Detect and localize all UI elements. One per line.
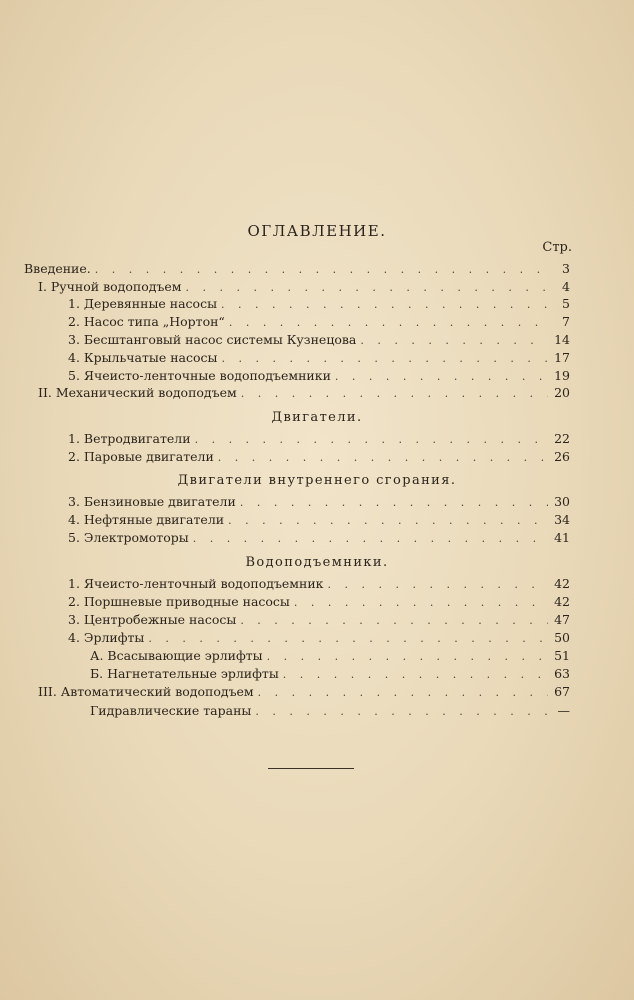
toc-entry-label: 5. Ячеисто-ленточные водоподъемники (68, 368, 331, 383)
leader-dots (283, 667, 548, 683)
toc-entry (38, 385, 570, 401)
leader-dots (267, 649, 548, 665)
toc-entry (68, 350, 570, 366)
toc-entry (68, 449, 570, 465)
leader-dots (186, 280, 549, 296)
toc-entry (68, 512, 570, 528)
leader-dots (193, 531, 548, 547)
toc-entry (38, 684, 570, 700)
toc-entry (90, 703, 570, 719)
leader-dots (360, 333, 548, 349)
toc-entry-label: 3. Центробежные насосы (68, 612, 237, 627)
toc-entry (38, 279, 570, 295)
leader-dots (148, 631, 548, 647)
toc-entry-label: III. Автоматический водоподъем (38, 684, 254, 699)
toc-entry (90, 648, 570, 664)
toc-entry-label: 3. Бензиновые двигатели (68, 494, 236, 509)
page-title: ОГЛАВЛЕНИЕ. (247, 222, 387, 240)
toc-entry (68, 612, 570, 628)
leader-dots (294, 595, 548, 611)
toc-entry-page: 5 (562, 296, 570, 311)
toc-entry (68, 630, 570, 646)
toc-entry-page: 4 (562, 279, 570, 294)
leader-dots (218, 450, 548, 466)
toc-entry (68, 368, 570, 384)
toc-entry-label: 2. Насос типа „Нортон“ (68, 314, 225, 329)
toc-entry (68, 431, 570, 447)
toc-entry-label: I. Ручной водоподъем (38, 279, 182, 294)
toc-entry-label: 1. Ветродвигатели (68, 431, 191, 446)
toc-entry-page: 19 (554, 368, 570, 383)
toc-entry-label: Введение. (24, 261, 91, 276)
end-rule (268, 768, 354, 769)
leader-dots (240, 613, 548, 629)
toc-entry (24, 261, 570, 277)
toc-entry-label: 3. Бесштанговый насос системы Кузнецова (68, 332, 357, 347)
toc-entry-label: Б. Нагнетательные эрлифты (90, 666, 279, 681)
toc-entry-label: 4. Крыльчатые насосы (68, 350, 218, 365)
toc-entry-label: 4. Эрлифты (68, 630, 145, 645)
toc-entry-label: 2. Поршневые приводные насосы (68, 594, 290, 609)
leader-dots (335, 369, 548, 385)
toc-entry-label: А. Всасывающие эрлифты (90, 648, 263, 663)
toc-entry-page: 34 (554, 512, 570, 527)
toc-entry-label: 5. Электромоторы (68, 530, 189, 545)
leader-dots (241, 386, 548, 402)
leader-dots (229, 315, 548, 331)
toc-entry-page: 14 (554, 332, 570, 347)
toc-entry-page: 47 (554, 612, 570, 627)
toc-entry (68, 314, 570, 330)
toc-entry-page: 42 (554, 576, 570, 591)
section-heading: Двигатели внутреннего сгорания. (177, 473, 457, 488)
toc-entry-page: 41 (554, 530, 570, 545)
leader-dots (258, 685, 548, 701)
toc-entry (68, 494, 570, 510)
toc-entry-page: 7 (562, 314, 570, 329)
toc-entry (90, 666, 570, 682)
leader-dots (255, 704, 548, 720)
toc-entry (68, 530, 570, 546)
leader-dots (95, 262, 548, 278)
page-column-label: Стр. (542, 240, 572, 255)
toc-entry-page: 3 (562, 261, 570, 276)
toc-entry-label: 4. Нефтяные двигатели (68, 512, 225, 527)
toc-entry-page: 30 (554, 494, 570, 509)
toc-entry-page: 63 (554, 666, 570, 681)
toc-entry-label: 1. Ячеисто-ленточный водоподъемник (68, 576, 324, 591)
section-heading: Водоподъемники. (245, 555, 389, 570)
toc-entry-page: 50 (554, 630, 570, 645)
leader-dots (221, 351, 548, 367)
toc-entry-label: 1. Деревянные насосы (68, 296, 218, 311)
toc-entry (68, 332, 570, 348)
leader-dots (240, 495, 548, 511)
toc-entry-page: — (557, 703, 570, 718)
toc-entry-label: II. Механический водоподъем (38, 385, 237, 400)
leader-dots (328, 577, 549, 593)
toc-entry-label: Гидравлические тараны (90, 703, 252, 718)
toc-entry-page: 26 (554, 449, 570, 464)
toc-entry-page: 20 (554, 385, 570, 400)
leader-dots (228, 513, 548, 529)
toc-entry-page: 51 (554, 648, 570, 663)
toc-entry (68, 576, 570, 592)
toc-entry (68, 594, 570, 610)
toc-entry-label: 2. Паровые двигатели (68, 449, 214, 464)
toc-entry-page: 22 (554, 431, 570, 446)
section-heading: Двигатели. (271, 410, 363, 425)
toc-entry-page: 67 (554, 684, 570, 699)
toc-entry-page: 17 (554, 350, 570, 365)
toc-entry-page: 42 (554, 594, 570, 609)
leader-dots (221, 297, 548, 313)
leader-dots (195, 432, 548, 448)
toc-entry (68, 296, 570, 312)
